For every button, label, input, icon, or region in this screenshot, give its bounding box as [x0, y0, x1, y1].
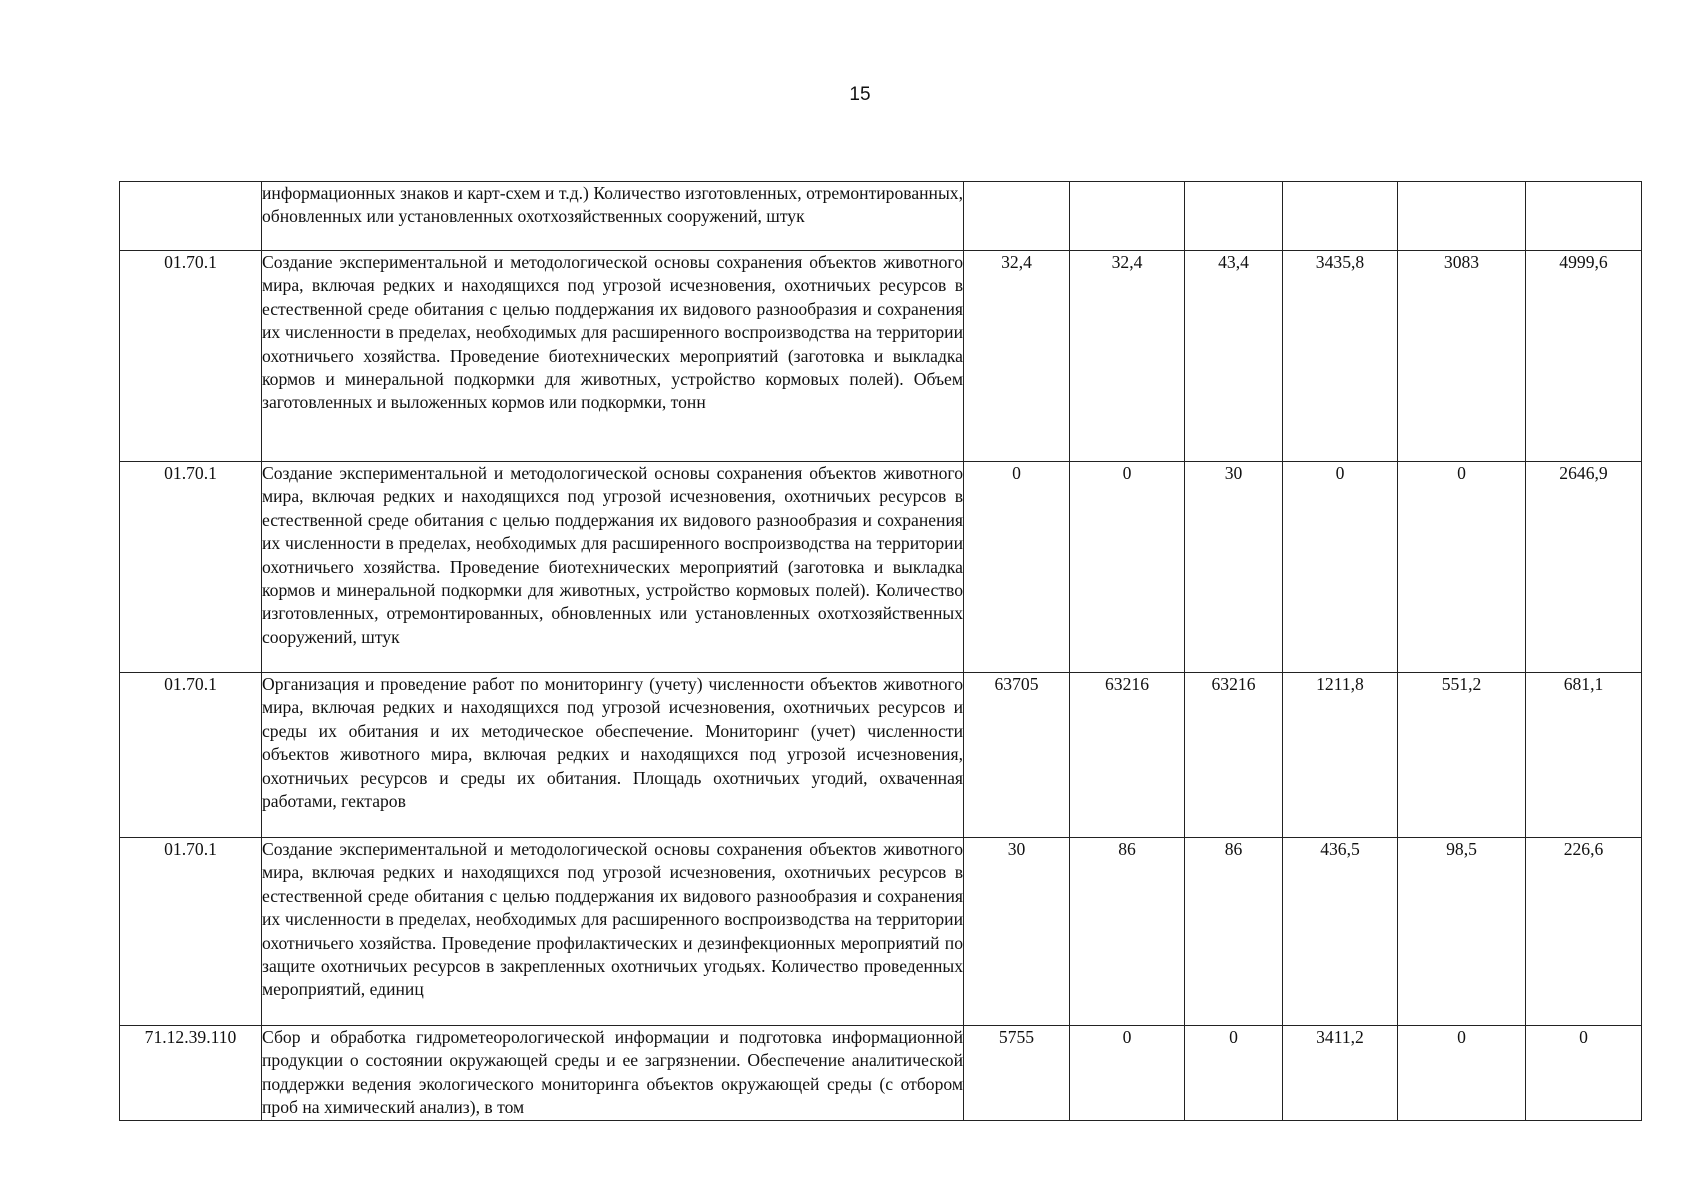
- row-code: 01.70.1: [120, 462, 262, 673]
- row-value-1: 5755: [964, 1026, 1070, 1121]
- table-row: [120, 462, 1642, 673]
- table-row: [120, 1026, 1642, 1121]
- row-code: 71.12.39.110: [120, 1026, 262, 1121]
- row-value-5: 0: [1398, 462, 1526, 673]
- table-body: [120, 182, 1642, 1121]
- row-value-1: 30: [964, 838, 1070, 1026]
- table-row: [120, 838, 1642, 1026]
- row-value-2: 32,4: [1070, 251, 1185, 462]
- row-value-4: [1283, 182, 1398, 251]
- row-value-6: 4999,6: [1526, 251, 1642, 462]
- row-value-3: 30: [1185, 462, 1283, 673]
- row-value-4: 1211,8: [1283, 673, 1398, 838]
- row-value-6: [1526, 182, 1642, 251]
- row-code: 01.70.1: [120, 838, 262, 1026]
- row-value-5: 551,2: [1398, 673, 1526, 838]
- table-row: [120, 673, 1642, 838]
- row-value-2: 86: [1070, 838, 1185, 1026]
- row-value-6: 681,1: [1526, 673, 1642, 838]
- row-value-1: 63705: [964, 673, 1070, 838]
- row-value-1: [964, 182, 1070, 251]
- row-description: Создание экспериментальной и методологической основы сохранения объектов животного мира, включая редких и находящихся под угрозой исчезновения, охотничьих ресурсов в естественной среде обитания с целью поддержания их видового разнообразия и сохранения их численности в пределах, необходимых для расширенного воспроизводства на территории охотничьего хозяйства. Проведение биотехнических мероприятий (заготовка и выкладка кормов и минеральной подкормки для животных, устройство кормовых полей). Объем заготовленных и выложенных кормов или подкормки, тонн: [262, 251, 964, 462]
- row-code: 01.70.1: [120, 673, 262, 838]
- row-value-5: 98,5: [1398, 838, 1526, 1026]
- row-value-4: 436,5: [1283, 838, 1398, 1026]
- row-value-2: [1070, 182, 1185, 251]
- row-description: Создание экспериментальной и методологической основы сохранения объектов животного мира, включая редких и находящихся под угрозой исчезновения, охотничьих ресурсов в естественной среде обитания с целью поддержания их видового разнообразия и сохранения их численности в пределах, необходимых для расширенного воспроизводства на территории охотничьего хозяйства. Проведение биотехнических мероприятий (заготовка и выкладка кормов и минеральной подкормки для животных, устройство кормовых полей). Количество изготовленных, отремонтированных, обновленных или установленных охотхозяйственных сооружений, штук: [262, 462, 964, 673]
- row-value-1: 0: [964, 462, 1070, 673]
- row-value-2: 63216: [1070, 673, 1185, 838]
- row-description: информационных знаков и карт-схем и т.д.) Количество изготовленных, отремонтированных, обновленных или установленных охотхозяйственных сооружений, штук: [262, 182, 964, 251]
- row-value-6: 2646,9: [1526, 462, 1642, 673]
- row-code: 01.70.1: [120, 251, 262, 462]
- table-row: [120, 251, 1642, 462]
- table-row: [120, 182, 1642, 251]
- row-value-1: 32,4: [964, 251, 1070, 462]
- row-description: Организация и проведение работ по мониторингу (учету) численности объектов животного мира, включая редких и находящихся под угрозой исчезновения, охотничьих ресурсов и среды их обитания и их методическое обеспечение. Мониторинг (учет) численности объектов животного мира, включая редких и находящихся под угрозой исчезновения, охотничьих ресурсов и среды их обитания. Площадь охотничьих угодий, охваченная работами, гектаров: [262, 673, 964, 838]
- row-value-6: 226,6: [1526, 838, 1642, 1026]
- data-table: [119, 181, 1642, 1121]
- row-value-3: [1185, 182, 1283, 251]
- row-value-3: 0: [1185, 1026, 1283, 1121]
- row-value-5: [1398, 182, 1526, 251]
- row-value-4: 3435,8: [1283, 251, 1398, 462]
- row-value-5: 3083: [1398, 251, 1526, 462]
- row-value-5: 0: [1398, 1026, 1526, 1121]
- row-value-3: 63216: [1185, 673, 1283, 838]
- row-description: Сбор и обработка гидрометеорологической информации и подготовка информационной продукции о состоянии окружающей среды и ее загрязнении. Обеспечение аналитической поддержки ведения экологического мониторинга объектов окружающей среды (с отбором проб на химический анализ), в том: [262, 1026, 964, 1121]
- row-value-3: 43,4: [1185, 251, 1283, 462]
- page-number: 15: [849, 84, 871, 105]
- row-value-6: 0: [1526, 1026, 1642, 1121]
- row-code: [120, 182, 262, 251]
- row-value-3: 86: [1185, 838, 1283, 1026]
- row-description: Создание экспериментальной и методологической основы сохранения объектов животного мира, включая редких и находящихся под угрозой исчезновения, охотничьих ресурсов в естественной среде обитания с целью поддержания их видового разнообразия и сохранения их численности в пределах, необходимых для расширенного воспроизводства на территории охотничьего хозяйства. Проведение профилактических и дезинфекционных мероприятий по защите охотничьих ресурсов в закрепленных охотничьих угодьях. Количество проведенных мероприятий, единиц: [262, 838, 964, 1026]
- row-value-4: 0: [1283, 462, 1398, 673]
- row-value-2: 0: [1070, 1026, 1185, 1121]
- row-value-4: 3411,2: [1283, 1026, 1398, 1121]
- row-value-2: 0: [1070, 462, 1185, 673]
